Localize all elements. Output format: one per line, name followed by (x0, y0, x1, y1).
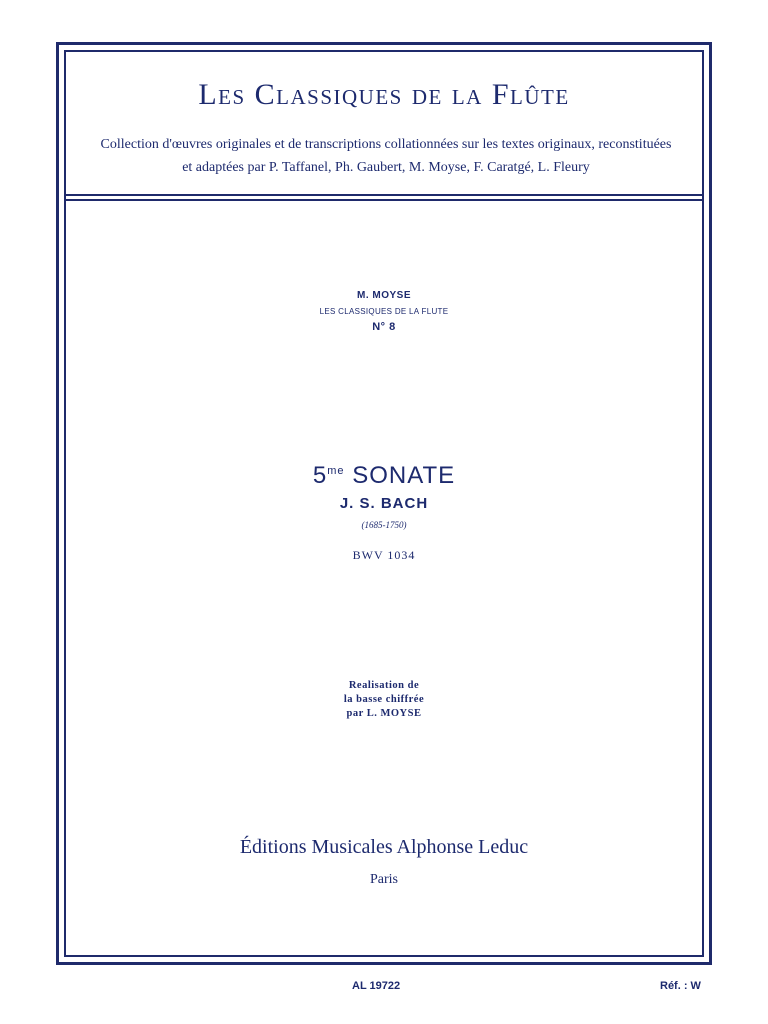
realisation-line-2: la basse chiffrée (343, 694, 425, 705)
realisation-line-1: Realisation de (348, 680, 420, 691)
collection-description-line-2: et adaptées par P. Taffanel, Ph. Gaubert, M. Moyse, F. Caratgé, L. Fleury (182, 160, 590, 175)
work-ordinal: 5 (312, 462, 328, 489)
series-number: N° 8 (372, 321, 396, 333)
composer-name: J. S. BACH (339, 495, 429, 512)
series-title: Les Classiques de la Flûte (198, 78, 570, 111)
work-ordinal-suffix: me (327, 465, 345, 477)
publisher-name: Éditions Musicales Alphonse Leduc (239, 836, 529, 858)
series-author: M. MOYSE (356, 290, 411, 301)
work-title-text: SONATE (352, 462, 456, 489)
composer-dates: (1685-1750) (361, 520, 407, 530)
work-title (64, 462, 704, 490)
realisation-line-3: par L. MOYSE (346, 708, 422, 719)
reference-code: Réf. : W (660, 980, 701, 992)
header-divider-top (64, 194, 704, 196)
header-divider-bottom (64, 199, 704, 201)
publisher-city: Paris (370, 872, 398, 887)
series-name: LES CLASSIQUES DE LA FLUTE (319, 307, 449, 316)
collection-description-line-1: Collection d'œuvres originales et de transcriptions collationnées sur les textes originaux, reconstituées (100, 137, 672, 152)
plate-number: AL 19722 (352, 980, 401, 992)
catalog-number: BWV 1034 (352, 548, 416, 562)
